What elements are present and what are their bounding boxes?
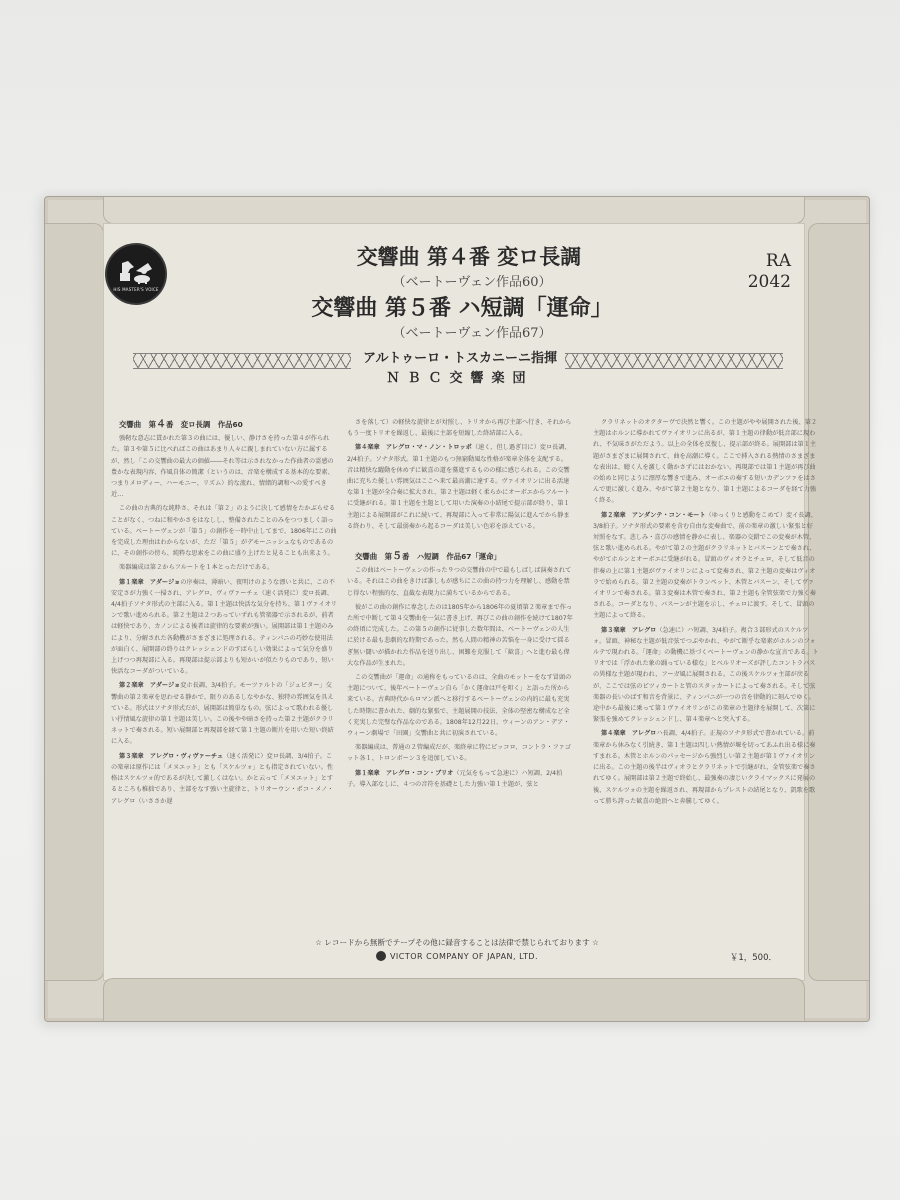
liner-notes-column-2 xyxy=(347,417,573,793)
paragraph: クラリネットのオクターヴで決然と響く。この主題がやや展開された後、第２主題はホルンに導かれてヴァイオリンに出るが、第１主題の律動が低音部に現われ、不気味さがただよう。以上の全体を反復し、提示部が終る。展開部は第１主題がさまざまに展開されて、曲を高潮に導く。ここで挿入される熱情のさまざまな表出は、聴く人を激しく動かさずにはおかない。再現部では第１主題が再び曲の始めと同じように漂厚な響きで進み、オーボエの奏する短いカデンツァをはさんで更に激しく進み、やがて第２主題となり、第１主題によるコーダを経て力強く終る。 xyxy=(593,419,818,505)
paragraph: 強靭な意志に貫かれた第３の曲には、優しい、静けさを持った第４が作られた。第３や第５に比べればこの曲はあまり人々に親しまれていない方に属するが、然し「この交響曲の最大の価値――それ等は示されなかった作曲者の霊感の豊かな表現内容、作風自体の簡潔（というのは、音楽を構成する基本的な要素、つまりメロディー、ハーモニー、リズム）的な流れ、情緒的調和への愛すべき近… xyxy=(111,435,334,499)
copyright-notice: ☆ レコードから無断でテープその他に録音することは法律で禁じられております ☆ xyxy=(315,938,599,947)
movement-paragraph xyxy=(593,625,819,726)
movement-paragraph xyxy=(593,728,819,806)
movement-paragraph xyxy=(111,751,337,807)
movement-text: （急速に）ハ短調、3/4拍子。複合３部形式のスケルツォ。冒頭、神秘な主題が低音弦でつぶやかれ、やがて断乎な楽素がホルンのフォルテで現われる。「運命」の動機に基づくベートーヴェンの静かな宣言である。トリオでは「浮かれた象の踊っている様な」とベルリオーズが評したコントラバスの異様な主題が現われ、フーガ風に展開される。この後スケルツォ主部が戻るが、ここでは弦のピツィカートと管のスタッカートによって奏される。そして弦楽器の長いのばす和音を背景に、ティンパニが一つの音を律動的に刻んでゆく。途中から最後に乗って第１ヴァイオリンがこの楽章の主題律を展開して、次第に緊張を強めてクレッシェンドし、第４楽章へと突入する。 xyxy=(593,626,819,724)
heading-prefix: 交響曲 第 xyxy=(355,552,392,562)
paragraph: この交響曲が「運命」の通称をもっているのは、全曲のモットーをなす冒頭の主題について、後年ベートーヴェン自ら「かく運命は戸を叩く」と語った所から来ている。古典時代からロマン派へと移行するベートーヴェンの内的に最も充実した時期に書かれた、劇的な緊張で、主題展開の技法、全体の堅密な構成など全く充実した完璧な作品なのである。1808年12月22日、ウィーンのアン・デア・ウィーン劇場で「田園」交響曲と共に初演されている。 xyxy=(347,674,572,738)
catalog-prefix: RA xyxy=(765,251,791,271)
paragraph: 彼がこの曲の創作に専念したのは1805年から1806年の夏頃第２楽章まで作った所で中断して第４交響曲を一気に書き上げ、再びこの曲の創作を続けて1807年の終頃に完成した。この第５の創作に従事した数年間は、ベートーヴェンの人生に於ける最も悲劇的な時期であった。然も人間の精神の苦悩を一身に受けて揺るぎ無い闘いが描かれた作品を送り出し、困難を克服して「歓喜」へと進む最も偉大な作品が生まれた。 xyxy=(347,603,573,667)
section-heading-symphony-5 xyxy=(355,551,573,562)
movement-text: 変ホ長調、3/4拍子。モーツァルトの「ジュピター」交響曲の第２楽章を思わせる静かで、限りのあるしなやかな、独特の雰囲気を具えている。形式はソナタ形式だが、展開部は簡単なもの。弦によって歌われる優しい抒情風な旋律の第１主題は美しい。この後やや暗さを持った第２主題がクラリネットで奏される。短い展開部と再現部を経て第１主題の断片を用いた短い終結に入る。 xyxy=(111,682,334,746)
heading-number: ４ xyxy=(155,419,166,430)
heading-suffix: 番 ハ短調 作品67「運命」 xyxy=(401,552,501,562)
movement-label: 第１楽章 アダージョ xyxy=(119,578,181,586)
orchestra-credit: ＮＢＣ交響楽団 xyxy=(386,371,534,386)
victor-logo-icon xyxy=(376,951,386,961)
paragraph: 楽器編成は、普通の２管編成だが、楽終章に特にピッコロ、コントラ・ファゴット各１、トロンボーン３を追加している。 xyxy=(347,744,571,763)
movement-text: （ゆっくりと感動をこめて）変イ長調、3/8拍子。ソナタ形式の要素を含む自由な変奏曲で、前の楽章の激しい緊張と好対照をなす。悲しみ・喜びの感情を静かに表し、楽器の交錯でこの変奏が木管、弦と歌い進められる。やがて第２の主題がクラリネットとバスーンとで奏され、やがてホルンとオーボエに受継がれる。冒頭のヴィオラとチェロ、そして低音の伴奏の上に第１主題がヴァイオリンによって変奏され、第２主題の変奏はヴィオラで始められる。第２主題の変奏がトランペット、木管とバスーン、そしてヴァイオリンで奏される。第３変奏は木管で奏され、第２主題も全管弦楽で力強く奏される。コーダとなり、バスーンが主題を示し、チェロに渡す。そして、冒頭の主題によって終る。 xyxy=(593,511,817,620)
paragraph: 楽器編成は第２からフルートを１本とっただけである。 xyxy=(119,564,274,572)
paragraph: この曲はベートーヴェンの作った９つの交響曲の中で最もしばしば演奏されている。それはこの曲をきけば誰しもが感ちにこの曲の持つ力を理解し、感動を禁じ得ない程強的な、直截な表現力に満ちているからである。 xyxy=(347,567,572,597)
heading-prefix: 交響曲 第 xyxy=(119,420,156,429)
paragraph: さを落して）の軽快な旋律とが対照し、トリオから再び主部へ行き、それからもう一度トリオを繰返し、最後に主部を短縮した終結部に入る。 xyxy=(347,419,572,438)
conductor-credit: アルトゥーロ・トスカニーニ指揮 xyxy=(362,351,558,366)
heading-suffix: 番 変ロ長調 作品60 xyxy=(165,420,243,429)
logo-caption: HIS MASTER'S VOICE xyxy=(113,287,159,292)
movement-paragraph xyxy=(347,768,573,790)
movement-paragraph xyxy=(347,442,573,532)
price-label: ￥1，500． xyxy=(729,953,777,963)
paragraph: この曲の古典的な純粋さ、それは「第２」のように決して感情をたかぶらせることがなく、つねに和やかさをはなしし、整備されたことのみをつつましく語っている。ベートーヴェンが「第５」の創作を一時中止してまで、1806年にこの曲を完成した理由はわからないが、ただ「第５」がデモーニッシュなものであるのに、その創作の傍ら、純粋な思索をこの曲に盛り上げたと見ることも出来よう。 xyxy=(111,505,337,558)
movement-text: （速く、但し過ぎ目に）変ロ長調、2/4拍子。ソナタ形式。第１主題のもつ無窮動風な性格が楽章全体を支配する。音は精快な躍動を休めずに歓喜の道を驀進するものの様に感じられる。この交響曲に充ちた優しい雰囲気はここへ来て最高潮に達する。ヴァイオリンに出る活達な第１主題が全合奏に拡大され、第２主題は軽く柔らかにオーボエからフルートに受継がれる。第１主題を主題として用いた演奏の小結尾で提示部が終り、第１主題による展開部がこれに続いて、再現部に入って非常に陽気に進んでから静まる終わり、そして最弱奏から起るコーダは美しい色彩を添えている。 xyxy=(347,444,571,530)
movement-label: 第１楽章 アレグロ・コン・ブリオ xyxy=(355,769,454,777)
movement-text: （元気をもって急速に）ハ短調、2/4拍子。導入部なしに、４つの音符を基礎とした力強い第１主題が、弦と xyxy=(347,769,563,788)
movement-paragraph xyxy=(111,680,337,747)
movement-paragraph xyxy=(593,510,819,622)
movement-text: （速く活発に）変ロ長調、3/4拍子。この楽章は原作には「メヌエット」とも「スケルツォ」とも指定されていない。性格はスケルツォ的であるが決して激しくはない。かと云って「メヌエット」とするところも稚拙であり、主部をなす強い主旋律と、トリオーウン・ポコ・メノ・アレグロ（いささか遅 xyxy=(111,752,334,805)
movement-label: 第２楽章 アンダンテ・コン・モート xyxy=(601,511,706,519)
movement-label: 第２楽章 アダージョ xyxy=(119,682,181,690)
jacket-top-flap xyxy=(103,197,805,224)
record-jacket-back xyxy=(44,196,870,1022)
movement-label: 第３楽章 アレグロ・ヴィヴァーチェ xyxy=(119,752,224,760)
liner-notes-column-1 xyxy=(111,417,337,810)
jacket-bottom-flap xyxy=(103,978,805,1021)
liner-notes-column-3 xyxy=(593,417,819,810)
catalog-number xyxy=(748,251,791,293)
title-symphony-5: 交響曲 第５番 ハ短調「運命」 xyxy=(311,295,613,321)
subtitle-symphony-4: （ベートーヴェン作品60） xyxy=(392,275,552,290)
movement-paragraph xyxy=(111,577,337,678)
catalog-digits: 2042 xyxy=(747,272,791,292)
subtitle-symphony-5: （ベートーヴェン作品67） xyxy=(392,326,552,341)
spacer xyxy=(347,535,573,549)
heading-number: ５ xyxy=(391,551,402,563)
movement-text: ハ長調、4/4拍子。正規のソナタ形式で書かれている。前楽章から休みなく引続き、第１主題は四しい熱情が堰を切ってあふれ出る様に奏すまれる。木管とホルンのパッセージから強烈しい第２主題が第１ヴァイオリンに出る。この主題の後半はヴィオラとクラリネットで引継がれ、金管弦楽で奏されてゆく。展開部は第２主題で終始し、最強奏の凄じいクライマックスに発展の後、スケルツォの主題を繰返され、再現部からプレストの結尾となり、凱歌を歌って勝ち誇った歓喜の絶頂へと奔騰してゆく。 xyxy=(593,730,816,805)
movement-label: 第４楽章 アレグロ・マ・ノン・トロッポ xyxy=(355,444,472,452)
movement-label: 第３楽章 アレグロ xyxy=(601,626,657,634)
title-symphony-4: 交響曲 第４番 変ロ長調 xyxy=(356,244,582,269)
section-heading-symphony-4 xyxy=(119,419,337,430)
movement-label: 第４楽章 アレグロ xyxy=(601,730,657,738)
movement-text: の序奏は、薄暗い、夜明けのような漂いと共に、この不安定さが力強く一掃され、アレグロ、ヴィヴァーチェ（速く活発に）変ロ長調、4/4拍子ソナタ形式の主部に入る。第１主題は快活な気分を持ち、第１ヴァイオリンで歌い進められる。第２主題は２つあっていずれも管楽器で示されるが、前者は軽快であり、カノンによる後者は旋律的な要素が強い。展開部は第１主題のみにより、分解された各動機がさまざまに処理される。ティンパニの巧妙な使用法が面白く、展開部の終りはクレッシェンドのすばらしい効果によって気分を盛り上げつつ再現部に入る。再現部は提示部よりも短かいが似たりものであり、短い快活なコーダがついている。 xyxy=(111,578,337,676)
company-name: VICTOR COMPANY OF JAPAN, LTD. xyxy=(389,952,539,961)
